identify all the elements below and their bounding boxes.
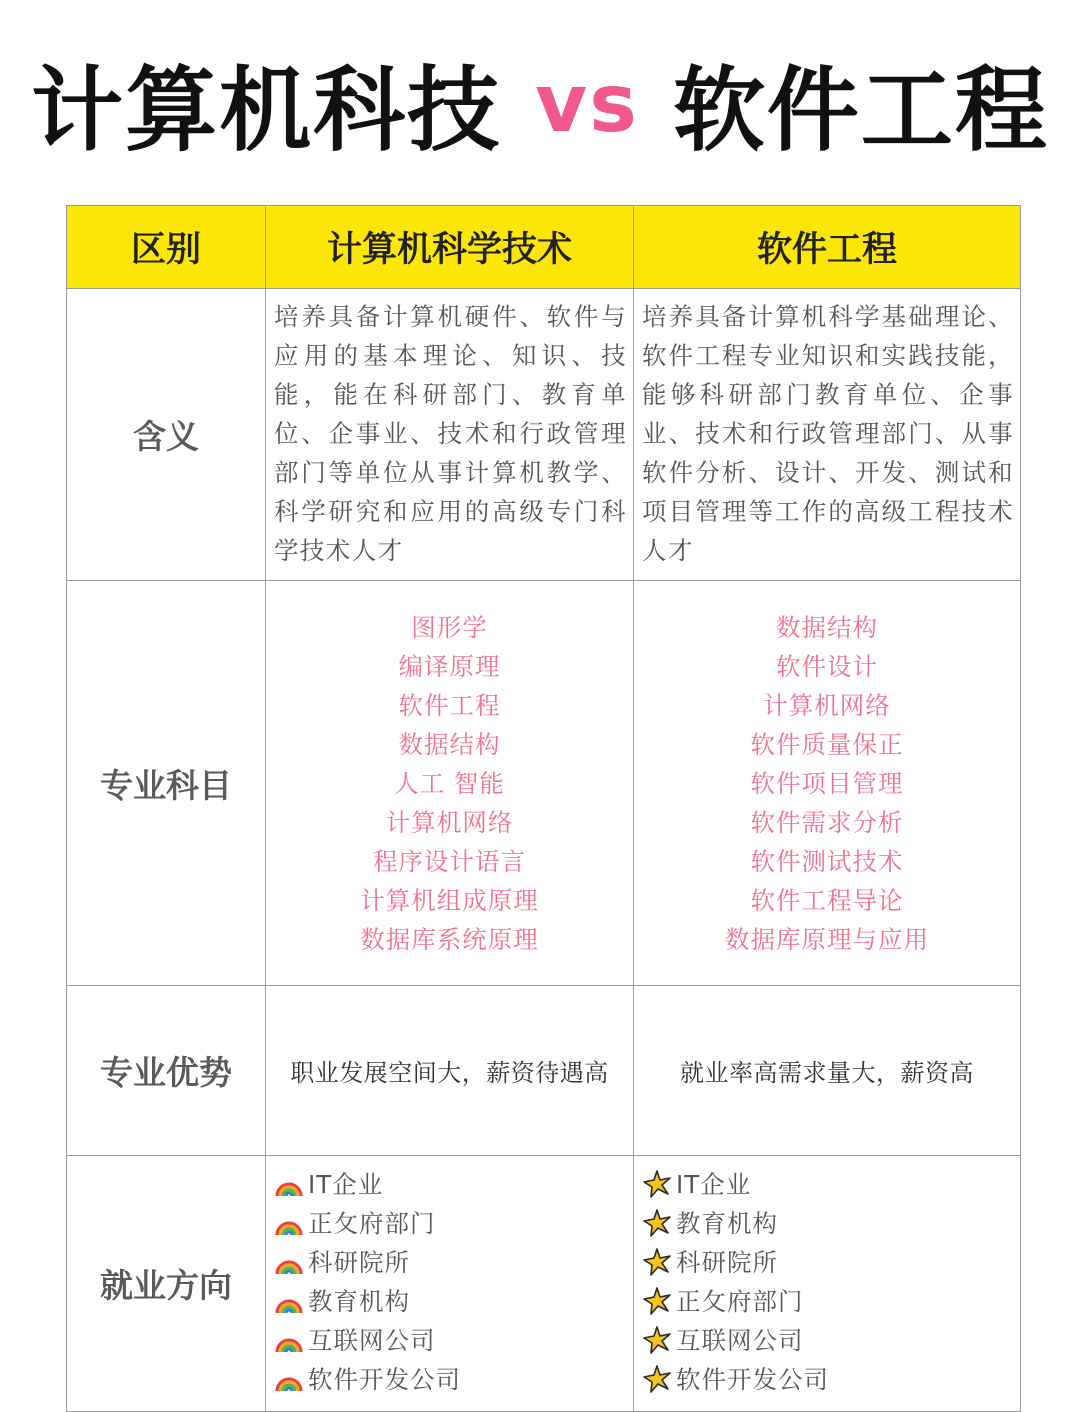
- se-subject-list: [634, 581, 1021, 986]
- title-right: 软件工程: [672, 57, 1049, 164]
- rainbow-icon: [274, 1208, 304, 1238]
- table-row-jobs: [67, 1156, 1021, 1412]
- se-job-list: [634, 1156, 1021, 1412]
- table-row-subjects: [67, 581, 1021, 986]
- list-item: 数据库系统原理: [360, 924, 539, 954]
- job-label: 软件开发公司: [308, 1365, 461, 1394]
- job-label: IT企业: [308, 1170, 384, 1199]
- list-item: 人工 智能: [394, 768, 505, 798]
- list-item: 软件需求分析: [750, 807, 904, 837]
- list-item: 数据结构: [776, 612, 878, 642]
- list-item: 软件质量保正: [750, 729, 904, 759]
- list-item: 计算机组成原理: [360, 885, 539, 915]
- job-label: IT企业: [676, 1170, 752, 1199]
- list-item: [642, 1242, 1020, 1281]
- list-item: [642, 1359, 1020, 1398]
- sparkle-star-icon: [642, 1325, 672, 1355]
- list-item: 软件项目管理: [750, 768, 904, 798]
- header-difference: 区别: [67, 206, 266, 289]
- row-label-meaning: 含义: [67, 289, 266, 581]
- list-item: [642, 1281, 1020, 1320]
- list-item: [274, 1359, 633, 1398]
- header-se: 软件工程: [634, 206, 1021, 289]
- cs-advantage: 职业发展空间大，薪资待遇高: [266, 986, 634, 1156]
- job-label: 科研院所: [676, 1248, 778, 1277]
- rainbow-icon: [274, 1169, 304, 1199]
- job-label: 正攵府部门: [676, 1287, 804, 1316]
- se-advantage: 就业率高需求量大，薪资高: [634, 986, 1021, 1156]
- list-item: 计算机网络: [385, 807, 514, 837]
- cs-job-list: [266, 1156, 634, 1412]
- job-label: 软件开发公司: [676, 1365, 829, 1394]
- table-row-advantage: [67, 986, 1021, 1156]
- list-item: [642, 1203, 1020, 1242]
- job-label: 教育机构: [676, 1209, 778, 1238]
- title-left: 计算机科技: [31, 57, 502, 164]
- sparkle-star-icon: [642, 1286, 672, 1316]
- list-item: 编译原理: [398, 651, 501, 681]
- header-cs: 计算机科学技术: [266, 206, 634, 289]
- rainbow-icon: [274, 1364, 304, 1394]
- sparkle-star-icon: [642, 1169, 672, 1199]
- list-item: [274, 1242, 633, 1281]
- cs-meaning: 培养具备计算机硬件、软件与应用的基本理论、知识、技能，能在科研部门、教育单位、企事业、技术和行政管理部门等单位从事计算机教学、科学研究和应用的高级专门科学技术人才: [266, 289, 634, 581]
- list-item: 软件工程导论: [750, 885, 904, 915]
- job-label: 科研院所: [308, 1248, 410, 1277]
- list-item: 软件工程: [398, 690, 501, 720]
- job-label: 互联网公司: [676, 1326, 804, 1355]
- list-item: 数据结构: [398, 729, 501, 759]
- row-label-subjects: 专业科目: [67, 581, 266, 986]
- comparison-table: [66, 205, 1021, 1412]
- list-item: [642, 1320, 1020, 1359]
- title-vs: vs: [535, 56, 639, 150]
- list-item: 数据库原理与应用: [725, 924, 929, 954]
- rainbow-icon: [274, 1325, 304, 1355]
- sparkle-star-icon: [642, 1364, 672, 1394]
- sparkle-star-icon: [642, 1208, 672, 1238]
- table-header-row: [67, 206, 1021, 289]
- rainbow-icon: [274, 1286, 304, 1316]
- row-label-jobs: 就业方向: [67, 1156, 266, 1412]
- rainbow-icon: [274, 1247, 304, 1277]
- sparkle-star-icon: [642, 1247, 672, 1277]
- list-item: [274, 1203, 633, 1242]
- list-item: 计算机网络: [763, 690, 891, 720]
- table-row-meaning: [67, 289, 1021, 581]
- list-item: 图形学: [411, 612, 488, 642]
- page-title: [0, 48, 1080, 164]
- cs-subject-list: [266, 581, 634, 986]
- list-item: 程序设计语言: [373, 846, 526, 876]
- job-label: 互联网公司: [308, 1326, 436, 1355]
- row-label-advantage: 专业优势: [67, 986, 266, 1156]
- list-item: 软件设计: [776, 651, 878, 681]
- list-item: 软件测试技术: [750, 846, 904, 876]
- job-label: 教育机构: [308, 1287, 410, 1316]
- list-item: [274, 1320, 633, 1359]
- se-meaning: 培养具备计算机科学基础理论、软件工程专业知识和实践技能，能够科研部门教育单位、企事业、技术和行政管理部门、从事软件分析、设计、开发、测试和项目管理等工作的高级工程技术人才: [634, 289, 1021, 581]
- list-item: [274, 1281, 633, 1320]
- job-label: 正攵府部门: [308, 1209, 436, 1238]
- list-item: [642, 1164, 1020, 1203]
- list-item: [274, 1164, 633, 1203]
